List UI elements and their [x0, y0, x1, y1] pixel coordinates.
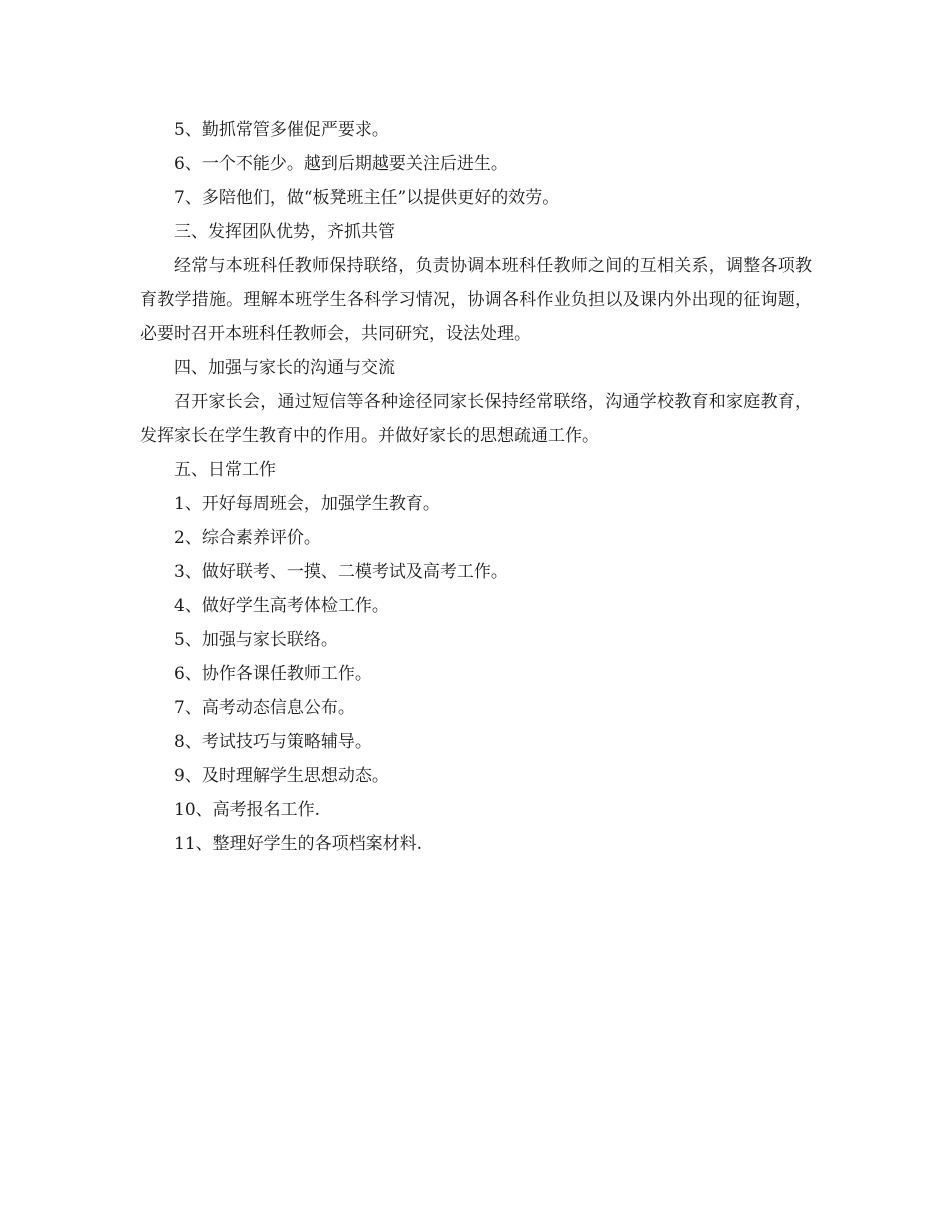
list-item-7: 7、多陪他们，做“板凳班主任”以提供更好的效劳。 — [174, 188, 560, 208]
daily-item-7: 7、高考动态信息公布。 — [174, 698, 355, 718]
list-item-6: 6、一个不能少。越到后期越要关注后进生。 — [174, 154, 508, 174]
daily-item-8: 8、考试技巧与策略辅导。 — [174, 732, 372, 752]
section-heading-4: 四、加强与家长的沟通与交流 — [174, 358, 395, 378]
document-body — [140, 113, 812, 861]
body-paragraph-parents: 召开家长会，通过短信等各种途径同家长保持经常联络，沟通学校教育和家庭教育，发挥家长在学生教育中的作用。并做好家长的思想疏通工作。 — [140, 392, 812, 446]
daily-item-9: 9、及时理解学生思想动态。 — [174, 766, 389, 786]
section-heading-5: 五、日常工作 — [174, 460, 276, 480]
section-heading-3: 三、发挥团队优势，齐抓共管 — [174, 222, 395, 242]
daily-item-1: 1、开好每周班会，加强学生教育。 — [174, 494, 440, 514]
body-paragraph-teachers: 经常与本班科任教师保持联络，负责协调本班科任教师之间的互相关系，调整各项教育教学措施。理解本班学生各科学习情况，协调各科作业负担以及课内外出现的征询题，必要时召开本班科任教师会，共同研究，设法处理。 — [140, 256, 812, 344]
daily-item-5: 5、加强与家长联络。 — [174, 630, 338, 650]
daily-item-10: 10、高考报名工作. — [174, 800, 321, 820]
daily-item-4: 4、做好学生高考体检工作。 — [174, 596, 389, 616]
list-item-5: 5、勤抓常管多催促严要求。 — [174, 120, 389, 140]
daily-item-2: 2、综合素养评价。 — [174, 528, 321, 548]
daily-item-6: 6、协作各课任教师工作。 — [174, 664, 372, 684]
daily-item-11: 11、整理好学生的各项档案材料. — [174, 834, 423, 854]
daily-item-3: 3、做好联考、一摸、二模考试及高考工作。 — [174, 562, 508, 582]
